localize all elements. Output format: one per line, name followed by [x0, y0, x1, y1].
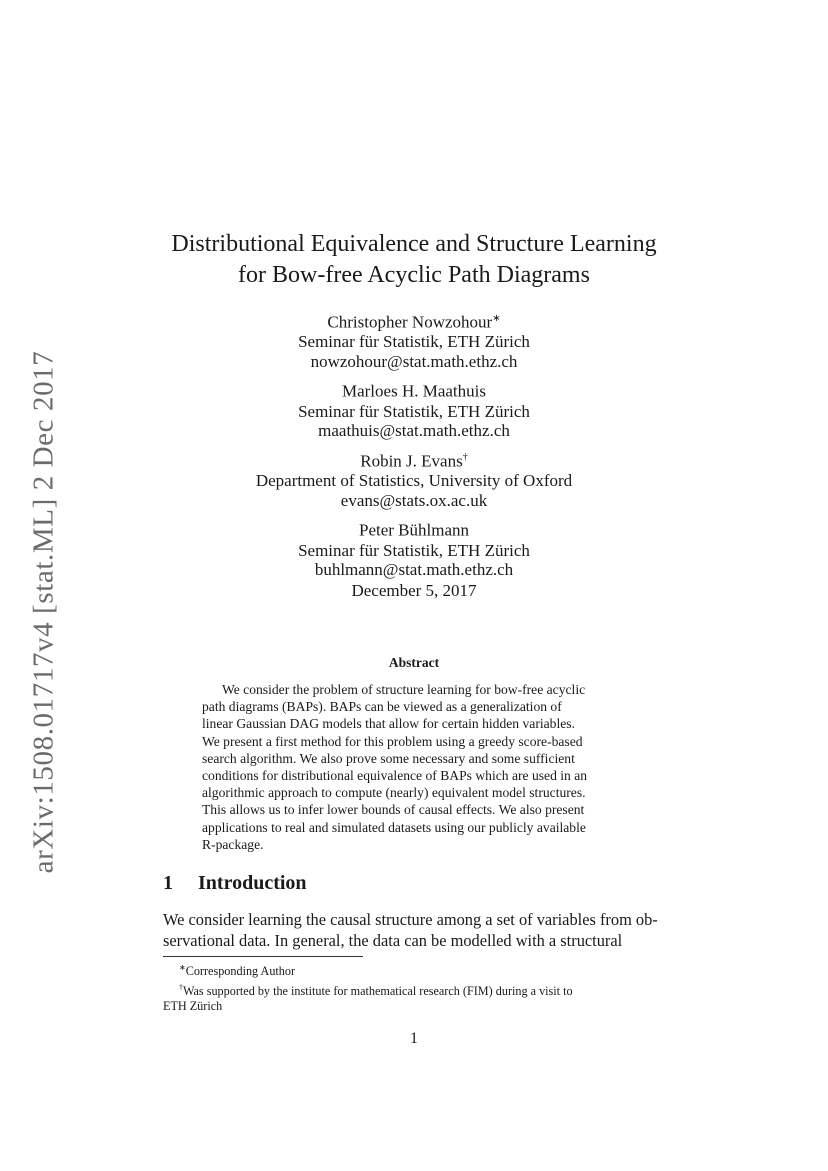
footnote-divider [163, 956, 363, 957]
abstract-line: algorithmic approach to compute (nearly) equivalent model structures. [202, 785, 586, 801]
author-email: nowzohour@stat.math.ethz.ch [310, 351, 518, 371]
abstract-text [202, 681, 626, 853]
footnote-marker: ∗ [492, 313, 501, 324]
arxiv-identifier-stamp: arXiv:1508.01717v4 [stat.ML] 2 Dec 2017 [27, 350, 60, 874]
author-name: Peter Bühlmann [358, 520, 469, 540]
footnote-continuation: ETH Zürich [163, 999, 223, 1014]
author-block [0, 309, 828, 371]
footnote: ∗Corresponding Author [179, 963, 296, 979]
author-list [0, 309, 828, 587]
abstract-line: applications to real and simulated datasets using our publicly available [202, 819, 586, 835]
section-title: Introduction [198, 872, 307, 894]
author-email: maathuis@stat.math.ethz.ch [318, 421, 510, 441]
abstract-heading: Abstract [388, 655, 440, 670]
author-affiliation: Seminar für Statistik, ETH Zürich [298, 332, 530, 352]
author-block [0, 517, 828, 579]
footnote: †Was supported by the institute for mathematical research (FIM) during a visit to [179, 982, 573, 998]
paper-title [0, 229, 828, 291]
publication-date: December 5, 2017 [351, 581, 477, 600]
author-affiliation: Seminar für Statistik, ETH Zürich [298, 540, 530, 560]
page-number: 1 [410, 1030, 418, 1047]
abstract-line: linear Gaussian DAG models that allow for certain hidden variables. [202, 716, 575, 732]
abstract-line: conditions for distributional equivalence of BAPs which are used in an [202, 768, 588, 784]
body-line: We consider learning the causal structure among a set of variables from ob- [163, 910, 658, 929]
author-email: evans@stats.ox.ac.uk [340, 490, 488, 510]
author-name: Christopher Nowzohour∗ [327, 312, 501, 332]
author-affiliation: Seminar für Statistik, ETH Zürich [298, 401, 530, 421]
author-name: Marloes H. Maathuis [341, 382, 486, 402]
author-name: Robin J. Evans† [360, 451, 468, 471]
footnotes [163, 960, 665, 1015]
title-line: Distributional Equivalence and Structure Learning [171, 231, 657, 257]
title-line: for Bow-free Acyclic Path Diagrams [238, 262, 590, 288]
abstract-line: This allows us to infer lower bounds of causal effects. We also present [202, 802, 585, 818]
author-affiliation: Department of Statistics, University of Oxford [255, 471, 573, 491]
author-block [0, 378, 828, 440]
abstract-line: We consider the problem of structure learning for bow-free acyclic [222, 682, 586, 697]
section-heading [163, 872, 307, 895]
abstract-line: We present a first method for this problem using a greedy score-based [202, 733, 583, 749]
body-line: servational data. In general, the data can be modelled with a structural [163, 931, 623, 950]
author-email: buhlmann@stat.math.ethz.ch [314, 560, 514, 580]
body-paragraph [163, 909, 665, 951]
footnote-marker: † [462, 451, 468, 463]
abstract-line: search algorithm. We also prove some necessary and some sufficient [202, 750, 575, 766]
section-number: 1 [163, 872, 173, 894]
author-block [0, 448, 828, 510]
abstract-line: path diagrams (BAPs). BAPs can be viewed as a generalization of [202, 699, 562, 715]
abstract-line: R-package. [202, 836, 264, 852]
